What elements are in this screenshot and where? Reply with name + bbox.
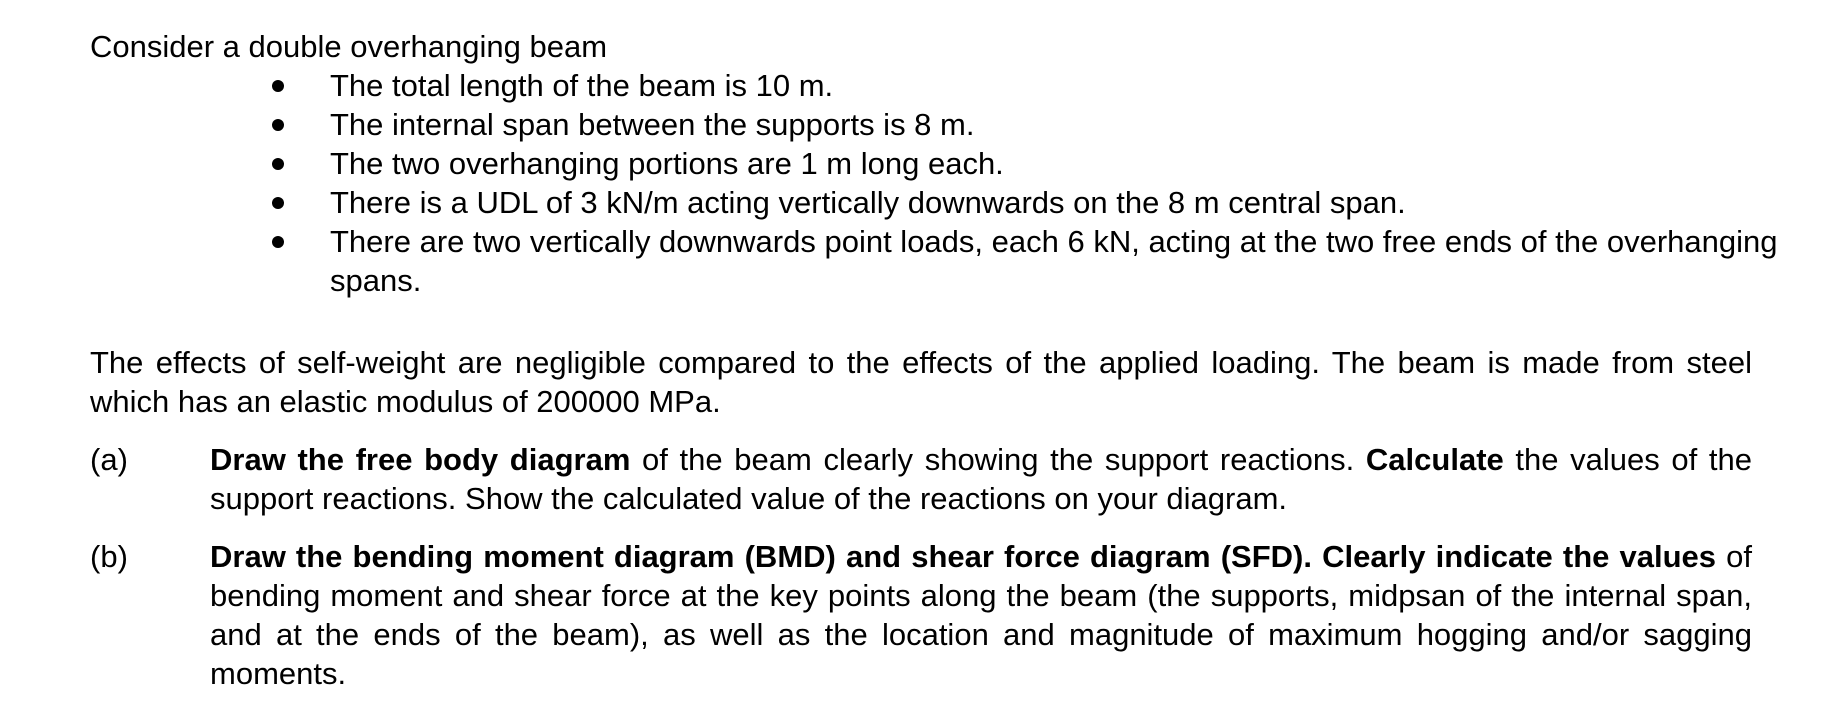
question-b xyxy=(90,537,1752,693)
bullet-icon xyxy=(272,158,284,170)
list-item xyxy=(0,66,1820,105)
question-label: (b) xyxy=(90,539,128,574)
bold-instruction: Draw the free body diagram xyxy=(210,442,631,477)
question-text: of bending moment and shear force at the key points along the beam (the supports, midpsan of the internal span, and at the ends of the beam), as well as the location and magnitude of maximum hogging and/or sagging moments. xyxy=(210,539,1752,691)
bullet-text: The total length of the beam is 10 m. xyxy=(330,68,834,103)
bullet-text: The two overhanging portions are 1 m long each. xyxy=(330,146,1004,181)
list-item xyxy=(0,105,1820,144)
bullet-icon xyxy=(272,119,284,131)
intro-text: Consider a double overhanging beam xyxy=(90,29,608,64)
question-label: (a) xyxy=(90,442,128,477)
bullet-text: There are two vertically downwards point loads, each 6 kN, acting at the two free ends of the overhanging spans. xyxy=(330,224,1778,298)
bullet-icon xyxy=(272,197,284,209)
question-text: the values of the support reactions. Show the calculated value of the reactions on your diagram. xyxy=(210,442,1752,516)
bullet-icon xyxy=(272,236,284,248)
list-item xyxy=(0,183,1820,222)
question-a xyxy=(90,440,1752,518)
bullet-text: The internal span between the supports is 8 m. xyxy=(330,107,975,142)
list-item xyxy=(0,222,1820,300)
bullet-list xyxy=(0,66,1820,300)
list-item xyxy=(0,144,1820,183)
question-body xyxy=(210,440,1752,518)
bullet-icon xyxy=(272,80,284,92)
bold-instruction: Calculate xyxy=(1365,442,1504,477)
effects-paragraph: The effects of self-weight are negligible compared to the effects of the applied loading. The beam is made from steel which has an elastic modulus of 200000 MPa. xyxy=(90,345,1752,419)
question-body xyxy=(210,537,1752,693)
bullet-text: There is a UDL of 3 kN/m acting vertically downwards on the 8 m central span. xyxy=(330,185,1406,220)
bold-instruction: Draw the bending moment diagram (BMD) and shear force diagram (SFD). Clearly indicate the values xyxy=(210,539,1717,574)
question-text: of the beam clearly showing the support reactions. xyxy=(630,442,1366,477)
